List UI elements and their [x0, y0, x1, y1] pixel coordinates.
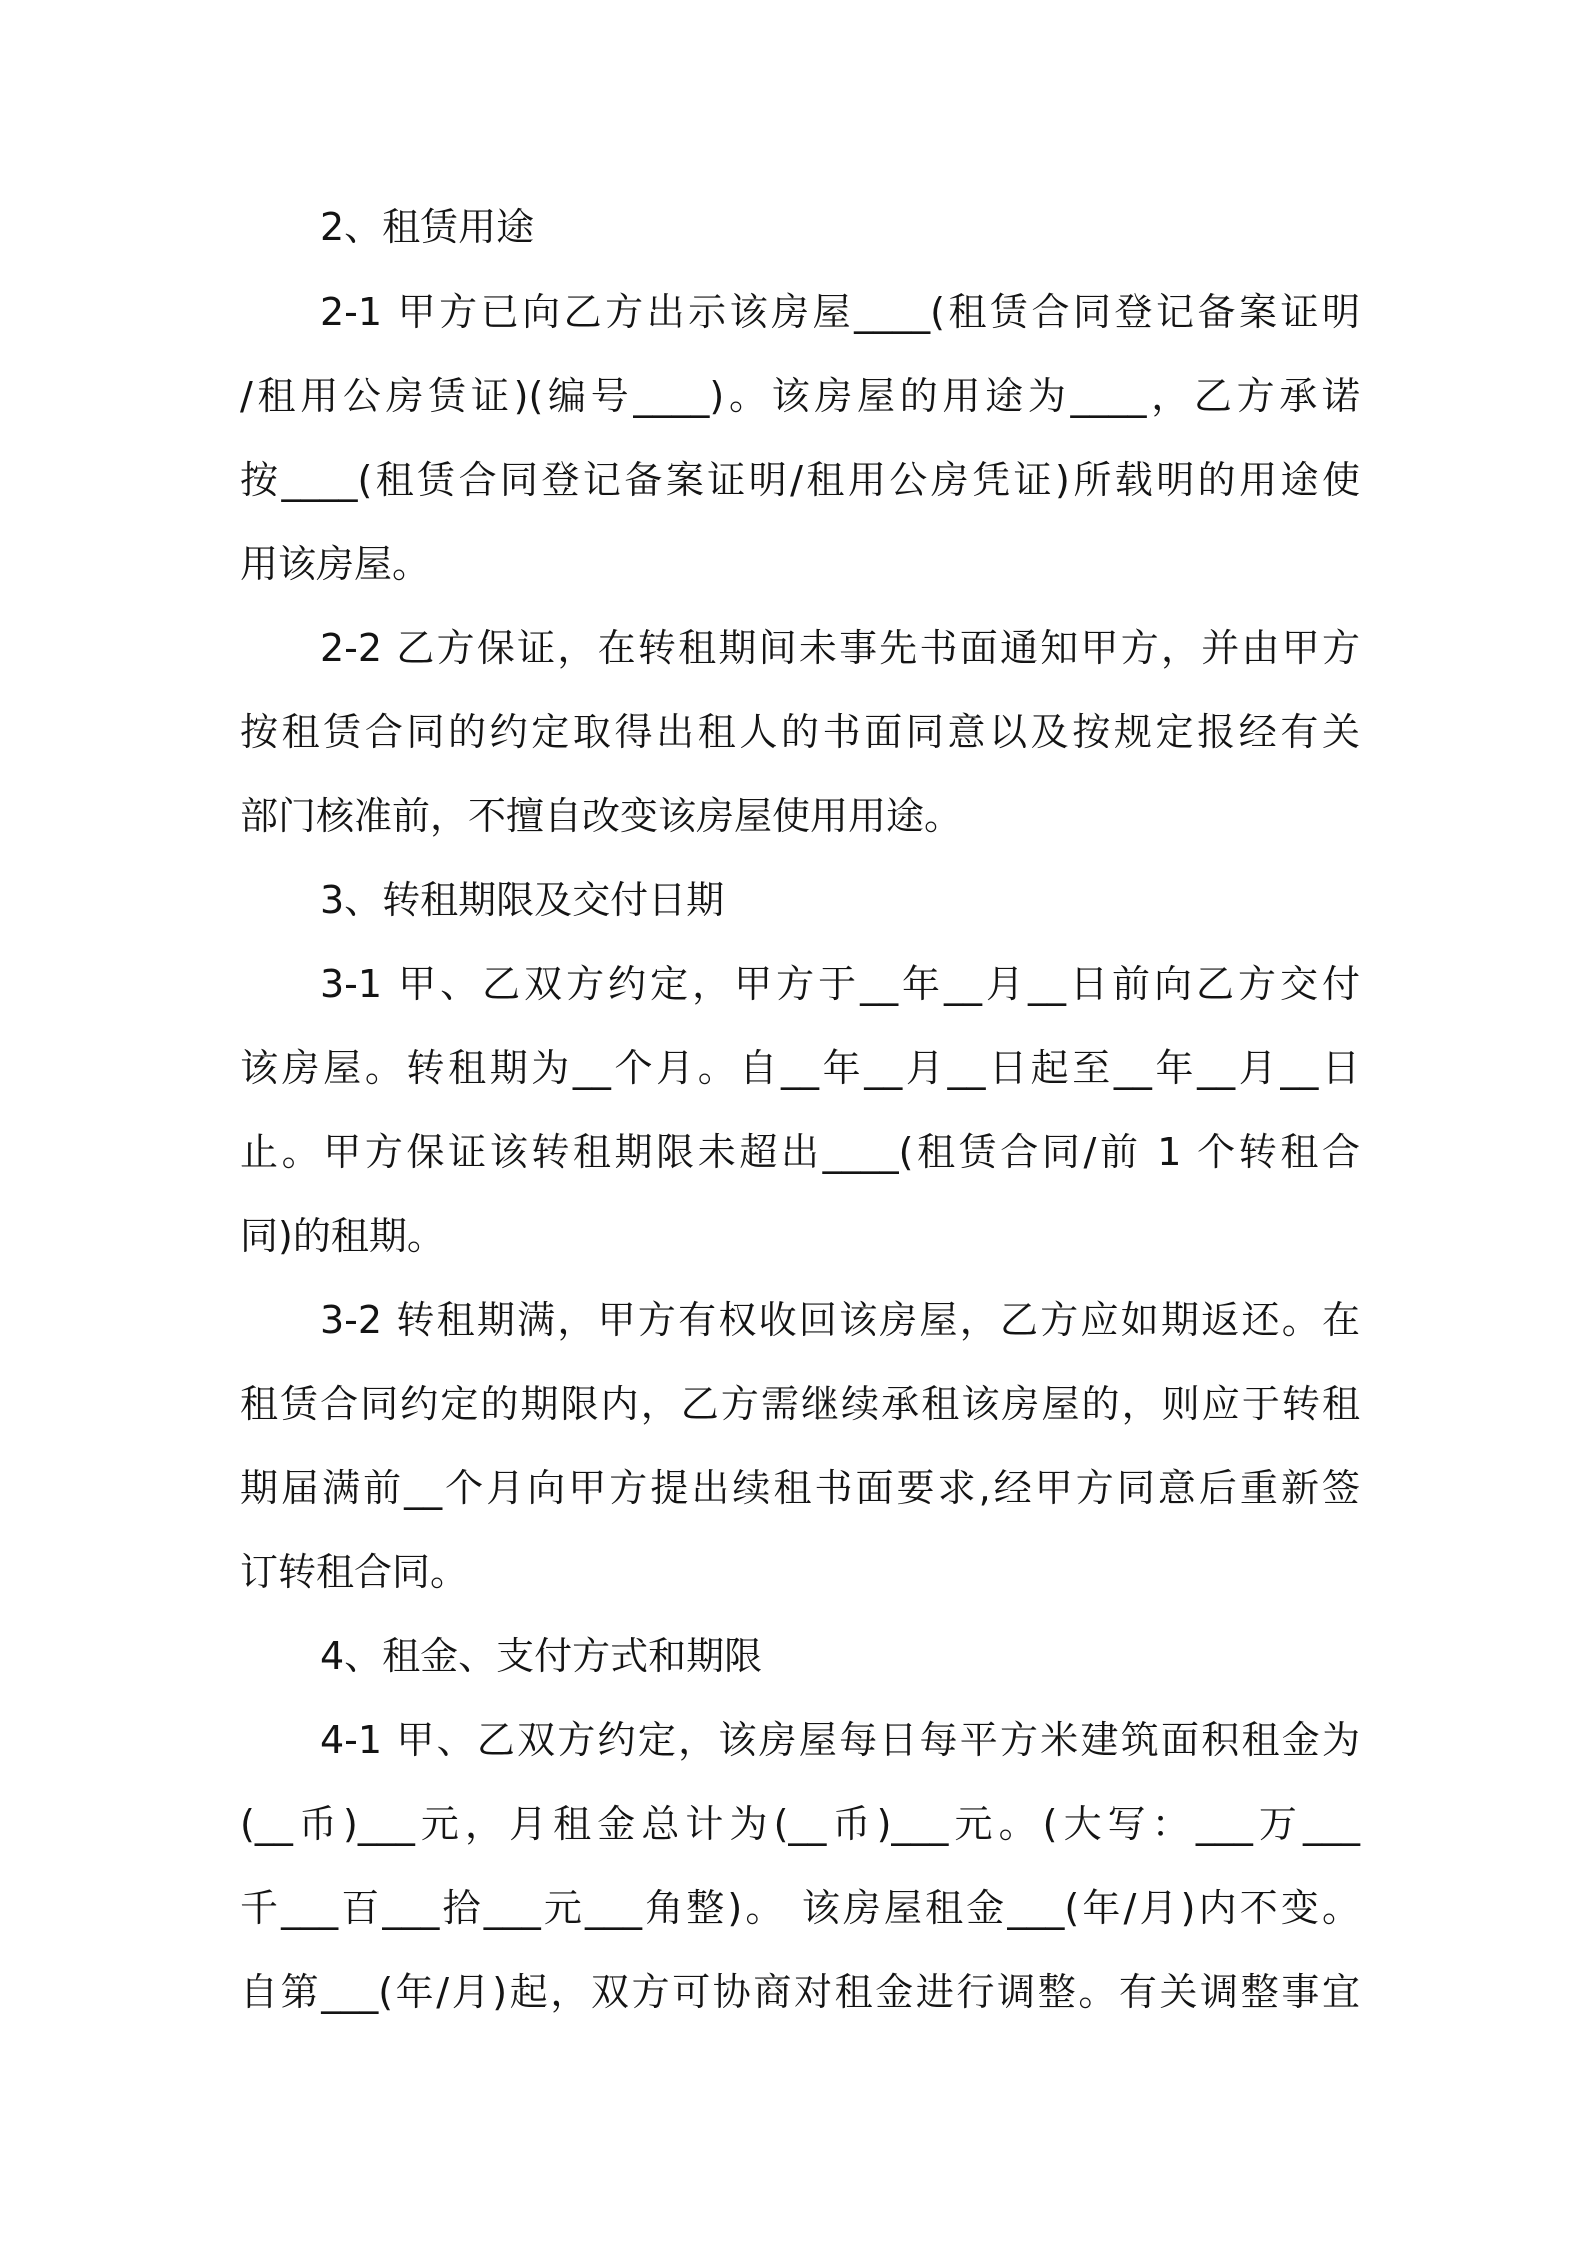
- paragraph-3-2-line-2: 租赁合同约定的期限内，乙方需继续承租该房屋的，则应于转租: [240, 1382, 1360, 1426]
- paragraph-2-1-line-4: 用该房屋。: [240, 542, 431, 586]
- section-heading-4: 4、租金、支付方式和期限: [320, 1634, 763, 1678]
- paragraph-3-2-line-4: 订转租合同。: [240, 1550, 469, 1594]
- section-heading-3: 3、转租期限及交付日期: [320, 878, 725, 922]
- paragraph-4-1-line-1: 4-1 甲、乙双方约定，该房屋每日每平方米建筑面积租金为: [320, 1718, 1360, 1762]
- section-heading-2: 2、租赁用途: [320, 205, 535, 249]
- paragraph-2-1-line-1: 2-1 甲方已向乙方出示该房屋____(租赁合同登记备案证明: [320, 290, 1360, 334]
- paragraph-3-2-line-3: 期届满前__个月向甲方提出续租书面要求,经甲方同意后重新签: [240, 1466, 1360, 1510]
- paragraph-3-1-line-1: 3-1 甲、乙双方约定，甲方于__年__月__日前向乙方交付: [320, 962, 1360, 1006]
- paragraph-4-1-line-2: (__币)___元，月租金总计为(__币)___元。(大写：___万___: [240, 1802, 1360, 1846]
- paragraph-3-2-line-1: 3-2 转租期满，甲方有权收回该房屋，乙方应如期返还。在: [320, 1298, 1360, 1342]
- paragraph-2-1-line-3: 按____(租赁合同登记备案证明/租用公房凭证)所载明的用途使: [240, 458, 1360, 502]
- paragraph-4-1-line-3: 千___百___拾___元___角整)。 该房屋租金___(年/月)内不变。: [240, 1886, 1360, 1930]
- paragraph-4-1-line-4: 自第___(年/月)起，双方可协商对租金进行调整。有关调整事宜: [240, 1970, 1360, 2014]
- paragraph-3-1-line-2: 该房屋。转租期为__个月。自__年__月__日起至__年__月__日: [240, 1046, 1360, 1090]
- paragraph-3-1-line-4: 同)的租期。: [240, 1214, 445, 1258]
- paragraph-2-2-line-3: 部门核准前，不擅自改变该房屋使用用途。: [240, 794, 963, 838]
- paragraph-3-1-line-3: 止。甲方保证该转租期限未超出____(租赁合同/前 1 个转租合: [240, 1130, 1360, 1174]
- paragraph-2-1-line-2: /租用公房赁证)(编号____)。该房屋的用途为____，乙方承诺: [240, 374, 1360, 418]
- paragraph-2-2-line-1: 2-2 乙方保证，在转租期间未事先书面通知甲方，并由甲方: [320, 626, 1360, 670]
- paragraph-2-2-line-2: 按租赁合同的约定取得出租人的书面同意以及按规定报经有关: [240, 710, 1360, 754]
